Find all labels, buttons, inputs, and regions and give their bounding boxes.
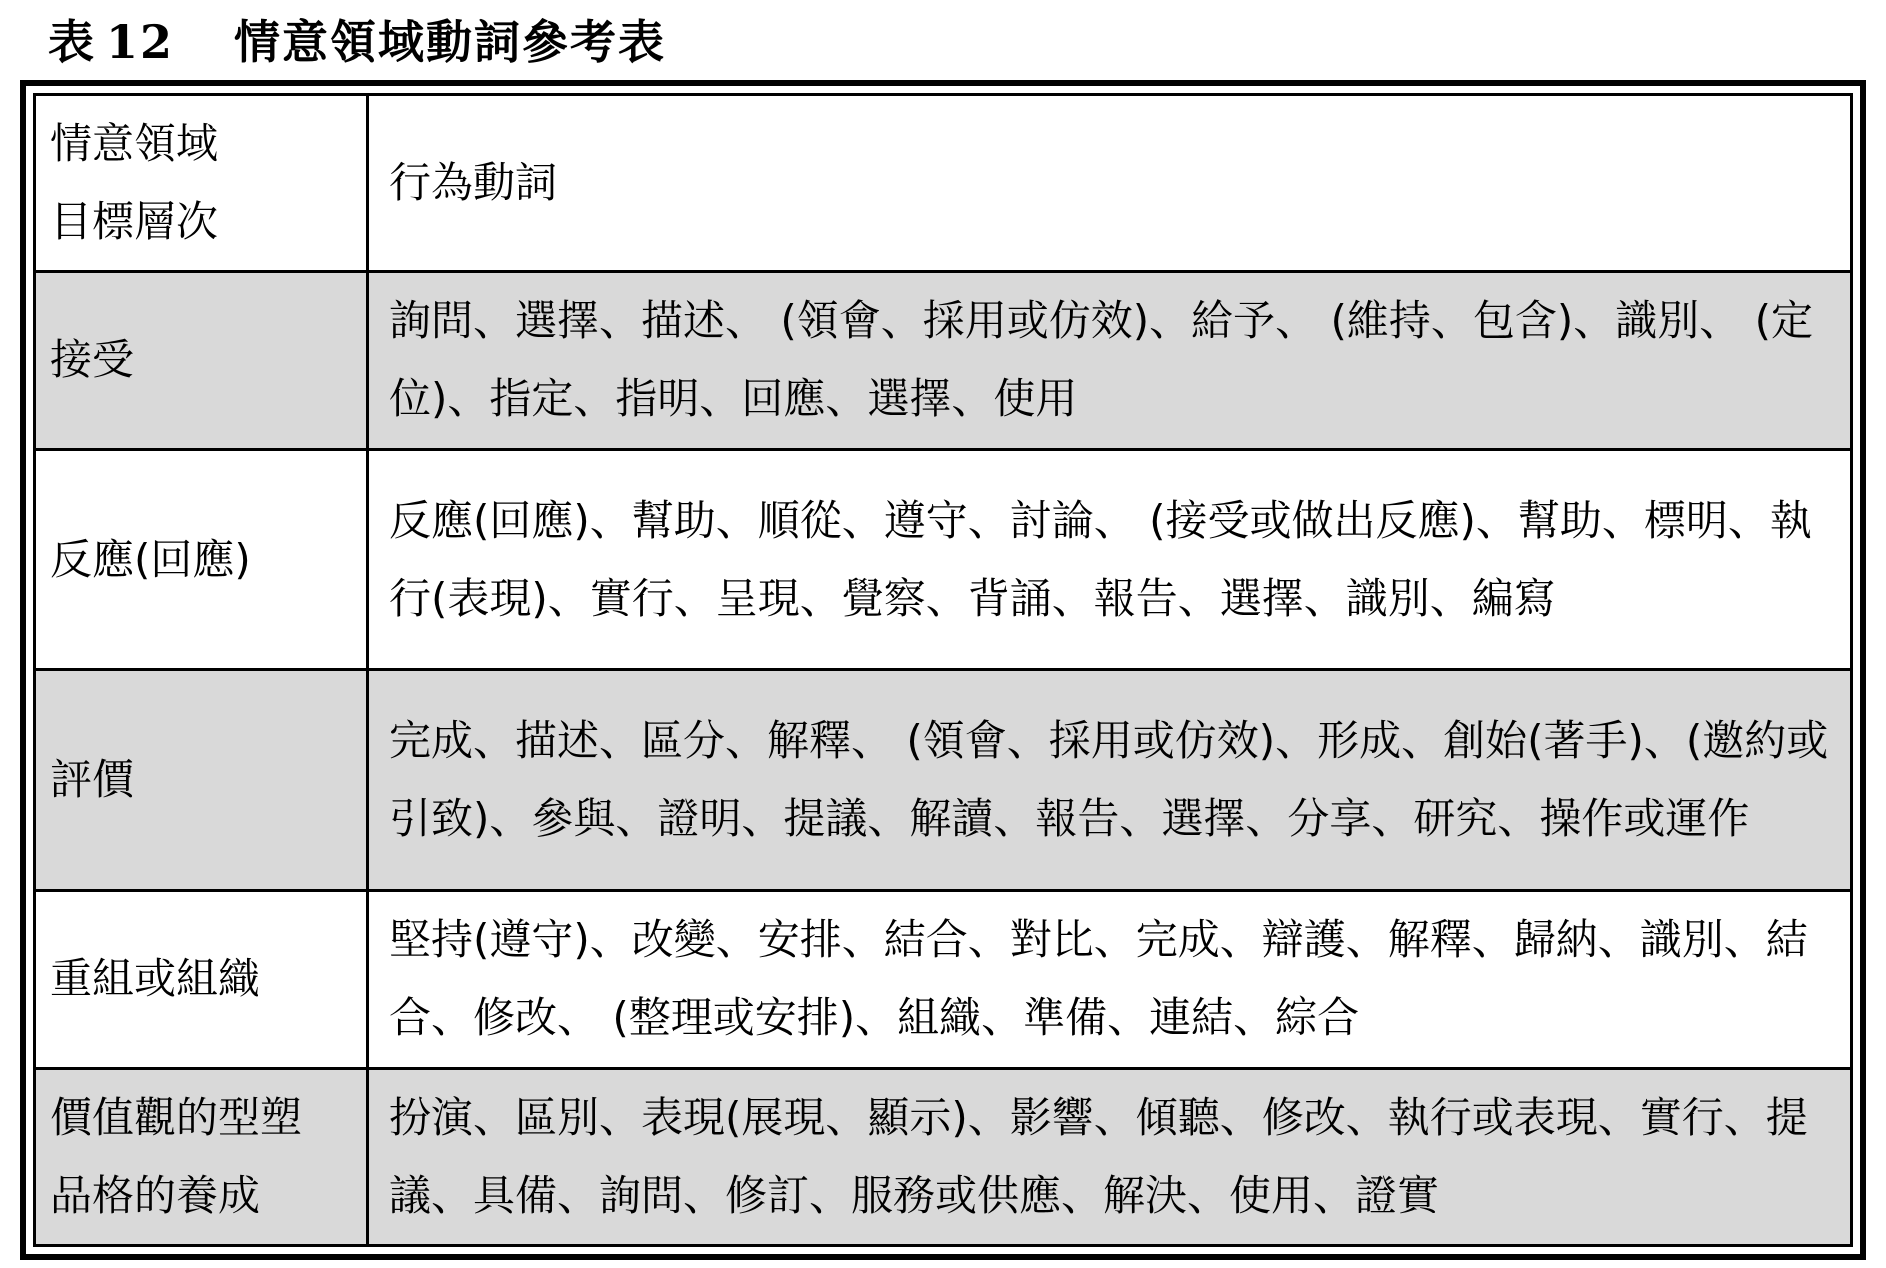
level-cell [35, 1068, 368, 1245]
level-cell: 反應(回應) [35, 449, 368, 670]
table-caption [48, 6, 666, 78]
header-level-line2: 目標層次 [50, 197, 219, 247]
verbs-cell: 反應(回應)、幫助、順從、遵守、討論、 (接受或做出反應)、幫助、標明、執行(表現)、實行、呈現、覺察、背誦、報告、選擇、識別、編寫 [368, 449, 1852, 670]
level-cell: 接受 [35, 272, 368, 449]
verbs-cell: 完成、描述、區分、解釋、 (領會、採用或仿效)、形成、創始(著手)、(邀約或引致)、參與、證明、提議、解讀、報告、選擇、分享、研究、操作或運作 [368, 670, 1852, 891]
table-row [35, 449, 1852, 670]
caption-number: 12 [106, 15, 175, 69]
caption-label: 表 [48, 15, 96, 69]
level-line2: 品格的養成 [50, 1170, 261, 1220]
header-verbs-cell: 行為動詞 [368, 95, 1852, 272]
verbs-cell: 堅持(遵守)、改變、安排、結合、對比、完成、辯護、解釋、歸納、識別、結合、修改、 (整理或安排)、組織、準備、連結、綜合 [368, 891, 1852, 1068]
verbs-cell: 扮演、區別、表現(展現、顯示)、影響、傾聽、修改、執行或表現、實行、提議、具備、詢問、修訂、服務或供應、解決、使用、證實 [368, 1068, 1852, 1245]
table-row [35, 670, 1852, 891]
affective-verbs-table [33, 93, 1853, 1247]
caption-title: 情意領域動詞參考表 [234, 15, 667, 69]
table-row [35, 891, 1852, 1068]
table-frame [20, 80, 1866, 1260]
verbs-cell: 詢問、選擇、描述、 (領會、採用或仿效)、給予、 (維持、包含)、識別、 (定位)、指定、指明、回應、選擇、使用 [368, 272, 1852, 449]
level-cell: 重組或組織 [35, 891, 368, 1068]
header-level-cell [35, 95, 368, 272]
table-row [35, 272, 1852, 449]
table-header-row [35, 95, 1852, 272]
header-level-line1: 情意領域 [50, 119, 219, 169]
level-line1: 價值觀的型塑 [50, 1092, 303, 1142]
level-cell: 評價 [35, 670, 368, 891]
table-row [35, 1068, 1852, 1245]
